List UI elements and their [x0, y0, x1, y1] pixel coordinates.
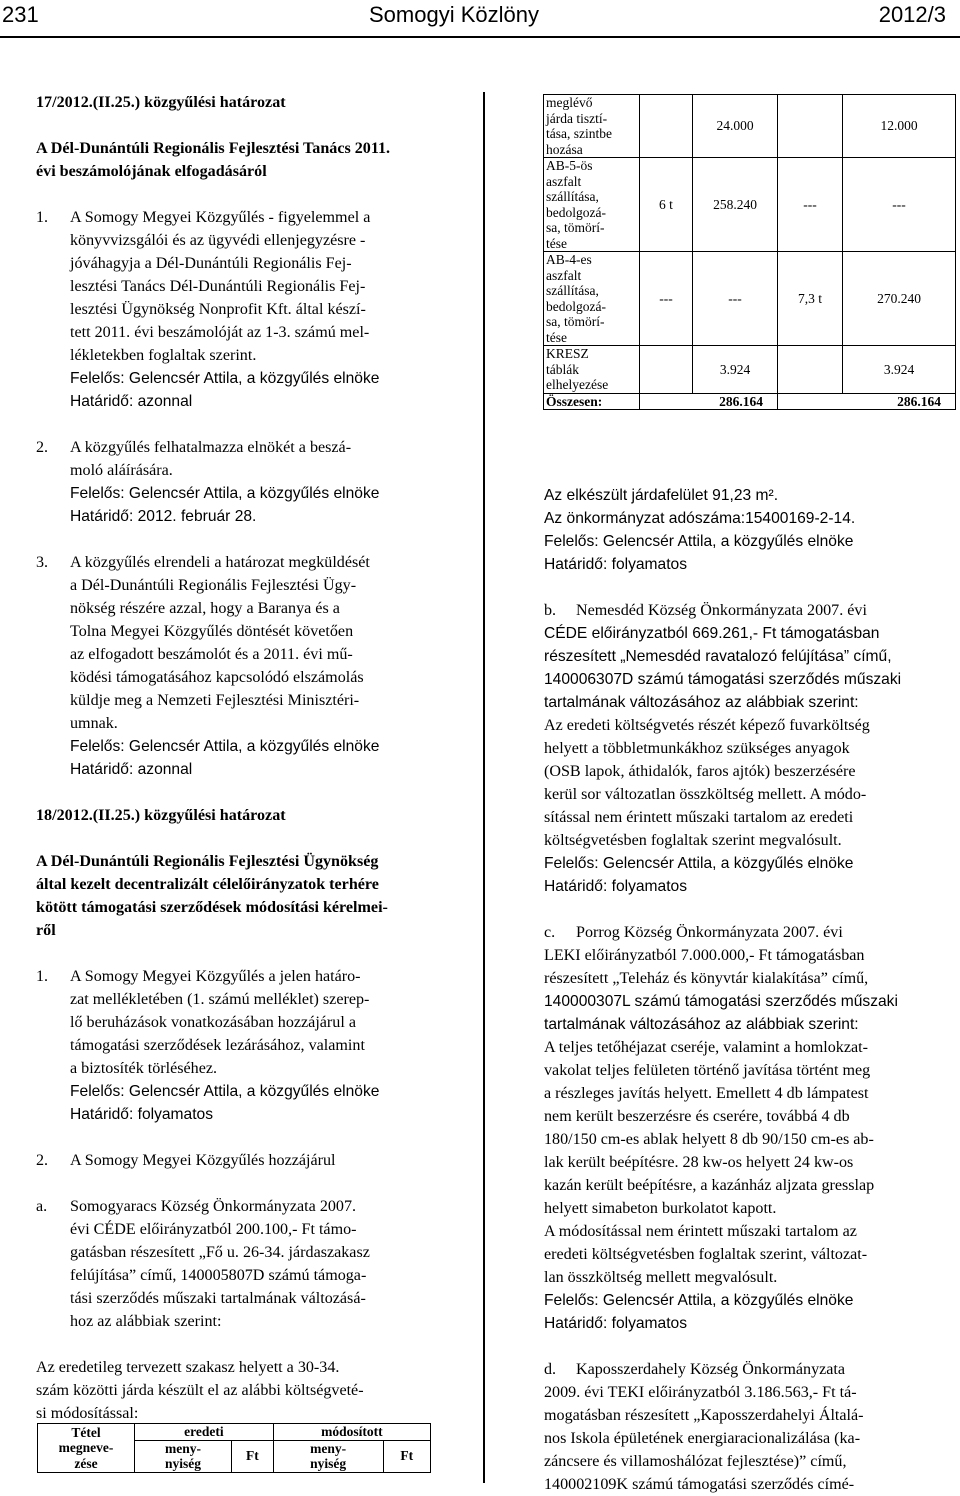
text-line: Az önkormányzat adószáma:15400169-2-14. — [544, 510, 856, 527]
res17-point-3 — [36, 551, 440, 781]
item-name-cell: AB-4-es aszfalt szállítása, bedolgozá- sa, tömörí- tése — [544, 252, 640, 346]
text-line: nos Iskola épületének energiaracionalizálása (ka- — [544, 1430, 861, 1447]
point-letter: d. — [544, 1361, 557, 1378]
resolution-18-subtitle: kötött támogatási szerződések módosítási kérelmei- — [36, 899, 388, 916]
quantity-cell — [778, 346, 843, 394]
text-line: tartalmának változásához az alábbiak szerint: — [544, 1016, 859, 1033]
text-line: eredeti költségvetésben foglaltak szerint, változat- — [544, 1246, 868, 1263]
header-quantity: meny- nyiség — [273, 1440, 383, 1472]
header-ft: Ft — [231, 1440, 273, 1472]
value-cell: 12.000 — [843, 95, 956, 158]
resolution-18-title: 18/2012.(II.25.) közgyűlési határozat — [36, 807, 286, 824]
point-number: 1. — [36, 968, 49, 985]
quantity-cell: 6 t — [640, 158, 693, 252]
responsible: Felelős: Gelencsér Attila, a közgyűlés elnöke — [544, 855, 854, 872]
text-line: helyett simabeton burkolatot kapott. — [544, 1200, 777, 1217]
responsible: Felelős: Gelencsér Attila, a közgyűlés elnöke — [70, 370, 380, 387]
item-name-cell: KRESZ táblák elhelyezése — [544, 346, 640, 394]
point-number: 2. — [36, 439, 49, 456]
deadline: Határidő: folyamatos — [544, 878, 688, 895]
text-line: részesített „Nemesdéd ravatalozó felújítása” című, — [544, 648, 892, 665]
text-line: ködési támogatásához kapcsolódó elszámolás — [70, 669, 364, 686]
point-letter: a. — [36, 1198, 48, 1215]
value-cell: 270.240 — [843, 252, 956, 346]
text-line: Kaposszerdahely Község Önkormányzata — [576, 1361, 846, 1378]
text-line: A módosítással nem érintett műszaki tartalom az — [544, 1223, 857, 1240]
value-cell: --- — [843, 158, 956, 252]
responsible: Felelős: Gelencsér Attila, a közgyűlés elnöke — [544, 1292, 854, 1309]
responsible: Felelős: Gelencsér Attila, a közgyűlés elnöke — [70, 1083, 380, 1100]
text-line: Tolna Megyei Közgyűlés döntését követően — [70, 623, 354, 640]
table-row — [544, 95, 956, 158]
item-name-cell: meglévő járda tisztí- tása, szintbe hozása — [544, 95, 640, 158]
deadline: Határidő: folyamatos — [544, 556, 688, 573]
text-line: 140006307D számú támogatási szerződés műszaki — [544, 671, 902, 688]
text-line: A Somogy Megyei Közgyűlés - figyelemmel a — [70, 209, 371, 226]
text-line: lékletekben foglaltak szerint. — [70, 347, 257, 364]
text-line: moló aláírására. — [70, 462, 173, 479]
page-number: 231 — [2, 2, 39, 27]
text-line: LEKI előirányzatból 7.000.000,- Ft támogatásban — [544, 947, 865, 964]
res18-point-2 — [36, 1149, 440, 1172]
text-line: a Dél-Dunántúli Regionális Fejlesztési Ügy- — [70, 577, 357, 594]
text-line: 140000307L számú támogatási szerződés műszaki — [544, 993, 898, 1010]
text-line: küldje meg a Nemzeti Fejlesztési Minisztéri- — [70, 692, 360, 709]
text-line: helyett a többletmunkákhoz szükséges anyagok — [544, 740, 850, 757]
text-line: tett 2011. évi beszámolóját az 1-3. számú mel- — [70, 324, 370, 341]
header-ft: Ft — [383, 1440, 431, 1472]
header-original: eredeti — [135, 1424, 274, 1441]
text-line: nem került beszerzésre és cserére, továbbá 4 db — [544, 1108, 850, 1125]
quantity-cell — [778, 95, 843, 158]
text-line: az elfogadott beszámolót és a 2011. évi mű- — [70, 646, 353, 663]
text-line: umnak. — [70, 715, 118, 732]
text-line: a biztosíték törléséhez. — [70, 1060, 218, 1077]
text-line: (OSB lapok, áthidalók, faros ajtók) beszerzésére — [544, 763, 856, 780]
total-modified: 286.164 — [778, 393, 956, 410]
quantity-cell: --- — [778, 158, 843, 252]
journal-title: Somogyi Közlöny — [369, 2, 539, 27]
text-line: költségvetésben foglaltak szerint megvalósult. — [544, 832, 842, 849]
resolution-18-subtitle: ről — [36, 922, 56, 939]
quantity-cell — [640, 95, 693, 158]
table-total-row — [544, 393, 956, 410]
text-line: részesített „Teleház és könyvtár kialakítása” című, — [544, 970, 869, 987]
text-line: zat mellékletében (1. számú melléklet) szerep- — [70, 991, 370, 1008]
res17-point-1 — [36, 206, 440, 413]
text-line: kazán került beépítésre, a kazánház aljzata gresslap — [544, 1177, 875, 1194]
text-line: lak került beépítésre. 28 kw-os helyett 24 kw-os — [544, 1154, 854, 1171]
res18-point-c — [544, 921, 948, 944]
point-number: 2. — [36, 1152, 49, 1169]
responsible: Felelős: Gelencsér Attila, a közgyűlés elnöke — [70, 485, 380, 502]
text-line: A közgyűlés felhatalmazza elnökét a beszá- — [70, 439, 352, 456]
value-cell: 3.924 — [693, 346, 778, 394]
resolution-18-subtitle: A Dél-Dunántúli Regionális Fejlesztési Ügynökség — [36, 853, 379, 870]
table-row — [544, 252, 956, 346]
deadline: Határidő: azonnal — [70, 761, 193, 778]
text-line: Nemesdéd Község Önkormányzata 2007. évi — [576, 602, 867, 619]
text-line: Somogyaracs Község Önkormányzata 2007. — [70, 1198, 357, 1215]
text-line: 140002109K számú támogatási szerződés címé- — [544, 1476, 855, 1493]
total-original: 286.164 — [640, 393, 778, 410]
text-line: A közgyűlés elrendeli a határozat megküldését — [70, 554, 370, 571]
deadline: Határidő: azonnal — [70, 393, 193, 410]
text-line: kerül sor változatlan összköltség mellett. A módo- — [544, 786, 867, 803]
text-line: si módosítással: — [36, 1405, 139, 1422]
table-row — [544, 158, 956, 252]
text-line: záncsere és villamoshálózat fejlesztése)” című, — [544, 1453, 847, 1470]
text-line: mogatásban részesített „Kaposszerdahelyi Általá- — [544, 1407, 864, 1424]
text-line: könyvvizsgálói és az ügyvédi ellenjegyzésre - — [70, 232, 366, 249]
point-letter: c. — [544, 924, 556, 941]
text-line: jóváhagyja a Dél-Dunántúli Regionális Fej- — [70, 255, 352, 272]
resolution-18-subtitle: által kezelt decentralizált célelőirányzatok terhére — [36, 876, 379, 893]
res18-point-a — [36, 1195, 440, 1333]
left-column — [36, 91, 440, 1425]
res17-point-2 — [36, 436, 440, 528]
value-cell: 258.240 — [693, 158, 778, 252]
resolution-17-subtitle-2: évi beszámolójának elfogadásáról — [36, 163, 267, 180]
quantity-cell: 7,3 t — [778, 252, 843, 346]
res18-point-b — [544, 599, 948, 622]
text-line: CÉDE előirányzatból 669.261,- Ft támogatásban — [544, 625, 880, 642]
header-rule — [0, 36, 960, 38]
text-line: sítással nem érintett műszaki tartalom az eredeti — [544, 809, 854, 826]
text-line: támogatási szerződések lezárásához, valamint — [70, 1037, 365, 1054]
text-line: vakolat teljes felületen történő javítása történt meg — [544, 1062, 871, 1079]
right-column — [544, 484, 948, 1496]
text-line: a részleges javítás helyett. Emellett 4 db lámpatest — [544, 1085, 869, 1102]
deadline: Határidő: folyamatos — [70, 1106, 214, 1123]
issue-number: 2012/3 — [878, 2, 946, 27]
text-line: Az eredetileg tervezett szakasz helyett a 30-34. — [36, 1359, 340, 1376]
responsible: Felelős: Gelencsér Attila, a közgyűlés elnöke — [544, 533, 854, 550]
text-line: hoz az alábbiak szerint: — [70, 1313, 222, 1330]
value-cell: --- — [693, 252, 778, 346]
total-label: Összesen: — [544, 393, 640, 410]
text-line: Porrog Község Önkormányzata 2007. évi — [576, 924, 843, 941]
cost-table-header — [37, 1423, 431, 1473]
quantity-cell: --- — [640, 252, 693, 346]
text-line: lő beruházások vonatkozásában hozzájárul a — [70, 1014, 356, 1031]
text-line: lesztési Ügynökség Nonprofit Kft. által készí- — [70, 301, 366, 318]
text-line: lan összköltség mellett megvalósult. — [544, 1269, 778, 1286]
text-line: évi CÉDE előirányzatból 200.100,- Ft támo- — [70, 1221, 357, 1238]
text-line: gatásban részesített „Fő u. 26-34. járdaszakasz — [70, 1244, 370, 1261]
header-quantity: meny- nyiség — [135, 1440, 232, 1472]
value-cell: 3.924 — [843, 346, 956, 394]
point-number: 1. — [36, 209, 49, 226]
page-header — [0, 0, 960, 34]
text-line: A teljes tetőhéjazat cseréje, valamint a homlokzat- — [544, 1039, 868, 1056]
text-line: Az elkészült járdafelület 91,23 m². — [544, 487, 779, 504]
text-line: A Somogy Megyei Közgyűlés a jelen határo- — [70, 968, 361, 985]
text-line: tási szerződés műszaki tartalmának változásá- — [70, 1290, 366, 1307]
res18-point-1 — [36, 965, 440, 1126]
value-cell: 24.000 — [693, 95, 778, 158]
deadline: Határidő: 2012. február 28. — [70, 508, 257, 525]
text-line: 2009. évi TEKI előirányzatból 3.186.563,- Ft tá- — [544, 1384, 857, 1401]
resolution-17-title: 17/2012.(II.25.) közgyűlési határozat — [36, 94, 286, 111]
res18-point-d — [544, 1358, 948, 1381]
header-item-name: Tétel megneve- zése — [38, 1424, 135, 1473]
point-number: 3. — [36, 554, 49, 571]
resolution-17-subtitle-1: A Dél-Dunántúli Regionális Fejlesztési Tanács 2011. — [36, 140, 391, 157]
point-letter: b. — [544, 602, 557, 619]
responsible: Felelős: Gelencsér Attila, a közgyűlés elnöke — [70, 738, 380, 755]
text-line: nökség részére azzal, hogy a Baranya és a — [70, 600, 340, 617]
text-line: A Somogy Megyei Közgyűlés hozzájárul — [70, 1152, 336, 1169]
header-modified: módosított — [273, 1424, 430, 1441]
text-line: 180/150 cm-es ablak helyett 8 db 90/150 cm-es ab- — [544, 1131, 874, 1148]
table-row — [544, 346, 956, 394]
cost-table-body — [543, 94, 956, 410]
item-name-cell: AB-5-ös aszfalt szállítása, bedolgozá- sa, tömörí- tése — [544, 158, 640, 252]
deadline: Határidő: folyamatos — [544, 1315, 688, 1332]
text-line: lesztési Tanács Dél-Dunántúli Regionális Fej- — [70, 278, 366, 295]
text-line: Az eredeti költségvetés részét képező fuvarköltség — [544, 717, 870, 734]
text-line: felújítása” című, 140005807D számú támoga- — [70, 1267, 367, 1284]
text-line: szám közötti járda készült el az alábbi költségveté- — [36, 1382, 364, 1399]
quantity-cell — [640, 346, 693, 394]
column-divider — [483, 92, 485, 1483]
text-line: tartalmának változásához az alábbiak szerint: — [544, 694, 859, 711]
